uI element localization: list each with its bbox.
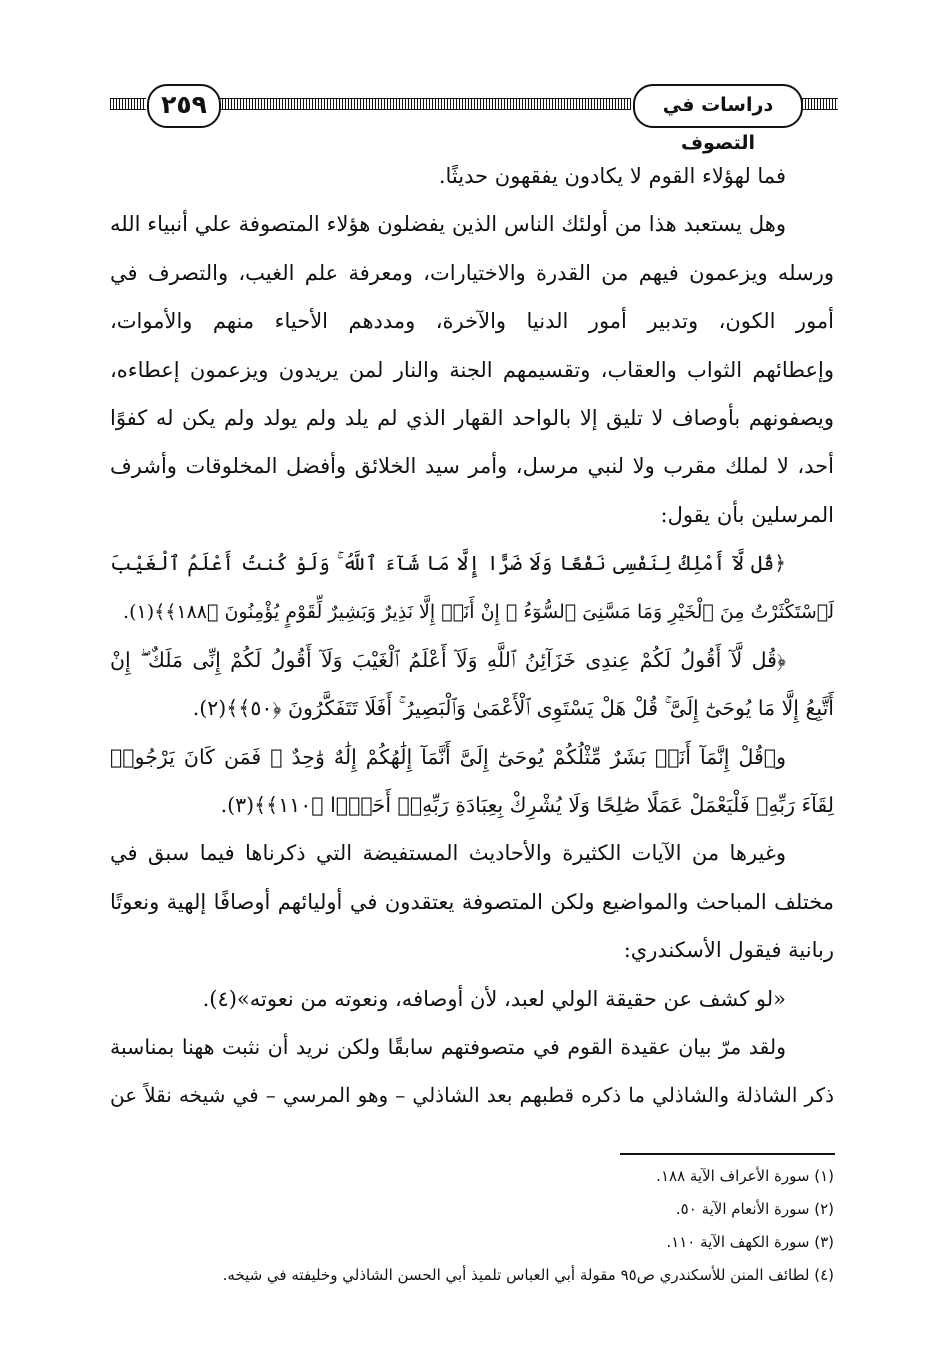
- text-line: ربانية فيقول الأسكندري:: [623, 938, 834, 963]
- quran-verse-line: لِقَآءَ رَبِّهِۦ فَلْيَعْمَلْ عَمَلًا صَٰلِحًا وَلَا يُشْرِكْ بِعِبَادَةِ رَبِّهِۦٓ أَحَدًۢا ﴿١١٠﴾﴾(٣).: [220, 793, 834, 818]
- quran-verse-line: أَتَّبِعُ إِلَّا مَا يُوحَىٰٓ إِلَىَّ ۚ قُلْ هَلْ يَسْتَوِى ٱلْأَعْمَىٰ وَٱلْبَصِيرُ ۚ أَفَلَا تَتَفَكَّرُونَ ﴿٥٠﴾﴾(٢).: [192, 696, 834, 721]
- footnote-separator: [620, 1153, 835, 1155]
- text-line: فما لهؤلاء القوم لا يكادون يفقهون حديثًا.: [438, 164, 786, 188]
- text-line: ولقد مرّ بيان عقيدة القوم في متصوفتهم سابقًا ولكن نريد أن نثبت ههنا بمناسبة: [110, 1035, 786, 1060]
- body-text: [110, 152, 834, 1120]
- text-line: أحد، لا لملك مقرب ولا لنبي مرسل، وأمر سيد الخلائق وأفضل المخلوقات وأشرف: [110, 454, 834, 479]
- header-ornament-right: [802, 98, 838, 110]
- text-line: وهل يستعبد هذا من أولئك الناس الذين يفضلون هؤلاء المتصوفة علي أنبياء الله: [110, 212, 786, 237]
- footnotes: [110, 1160, 834, 1292]
- quran-verse-line: لَٱسْتَكْثَرْتُ مِنَ ٱلْخَيْرِ وَمَا مَسَّنِىَ ٱلسُّوٓءُ ۚ إِنْ أَنَا۠ إِلَّا نَذِيرٌ وَبَشِيرٌ لِّقَوْمٍ يُؤْمِنُونَ ﴿١٨٨﴾﴾(١).: [123, 600, 834, 623]
- text-line: وغيرها من الآيات الكثيرة والأحاديث المستفيضة التي ذكرناها فيما سبق في: [110, 841, 786, 866]
- header-ornament-left: [110, 98, 146, 110]
- footnote: (٤) لطائف المنن للأسكندري ص٩٥ مقولة أبي العباس تلميذ أبي الحسن الشاذلي وخليفته في شيخه.: [222, 1266, 834, 1284]
- book-title: دراسات في التصوف: [633, 84, 803, 128]
- quran-verse-line: ﴿قُل لَّآ أَقُولُ لَكُمْ عِندِى خَزَآئِنُ ٱللَّهِ وَلَآ أَعْلَمُ ٱلْغَيْبَ وَلَآ أَقُولُ لَكُمْ إِنِّى مَلَكٌ ۖ إِنْ: [110, 647, 786, 672]
- text-line: مختلف المباحث والمواضيع ولكن المتصوفة يعتقدون في أوليائهم أوصافًا إلهية ونعوتًا: [110, 889, 834, 914]
- quran-verse-line: و﴿قُلْ إِنَّمَآ أَنَا۠ بَشَرٌ مِّثْلُكُمْ يُوحَىٰٓ إِلَىَّ أَنَّمَآ إِلَٰهُكُمْ إِلَٰهٌ وَٰحِدٌ ۖ فَمَن كَانَ يَرْجُوا۟: [110, 744, 786, 769]
- text-line: أمور الكون، وتدبير أمور الدنيا والآخرة، ومددهم الأحياء منهم والأموات،: [110, 309, 834, 334]
- text-line: المرسلين بأن يقول:: [660, 502, 834, 527]
- quotation-line: «لو كشف عن حقيقة الولي لعبد، لأن أوصافه، ونعوته من نعوته»(٤).: [202, 986, 786, 1011]
- quran-verse-line: ﴿قُل لَّآ أَمْلِكُ لِنَفْسِى نَفْعًا وَلَا ضَرًّا إِلَّا مَا شَآءَ ٱللَّهُ ۚ وَلَوْ كُنتُ أَعْلَمُ ٱلْغَيْبَ: [110, 551, 786, 576]
- text-line: وإعطائهم الثواب والعقاب، وتقسيمهم الجنة والنار لمن يريدون ويزعمون إعطاءه،: [110, 357, 834, 382]
- text-line: ذكر الشاذلة والشاذلي ما ذكره قطبهم بعد الشاذلي – وهو المرسي – في شيخه نقلاً عن: [110, 1083, 834, 1108]
- text-line: ويصفونهم بأوصاف لا تليق إلا بالواحد القهار الذي لم يلد ولم يولد ولم يكن له كفوًا: [110, 405, 834, 430]
- header-ornament-middle: [219, 98, 631, 110]
- text-line: ورسله ويزعمون فيهم من القدرة والاختيارات، ومعرفة علم الغيب، والتصرف في: [110, 260, 834, 285]
- page-number: ٢٥٩: [147, 84, 221, 128]
- footnote: (٢) سورة الأنعام الآية ٥٠.: [675, 1200, 834, 1218]
- footnote: (١) سورة الأعراف الآية ١٨٨.: [656, 1167, 834, 1185]
- page-header: [105, 84, 835, 154]
- footnote: (٣) سورة الكهف الآية ١١٠.: [666, 1233, 834, 1251]
